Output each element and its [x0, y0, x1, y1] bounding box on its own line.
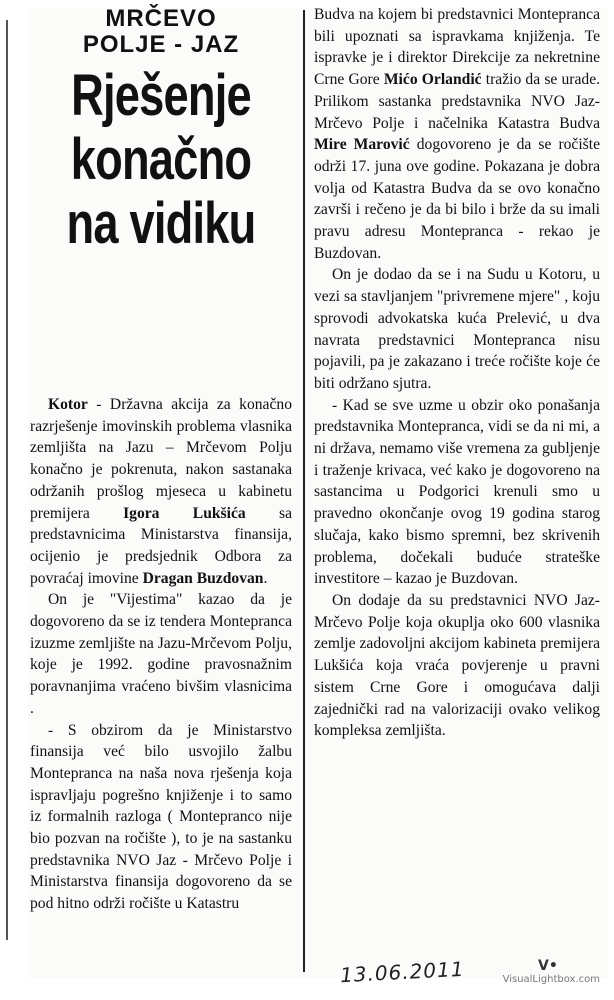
watermark-text: VisualLightbox.com: [502, 974, 600, 985]
headline-line-3: na vidiku: [66, 191, 256, 256]
premier-name: Igora Lukšića: [123, 504, 246, 522]
paragraph-court: On je dodao da se i na Sudu u Kotoru, u vezi sa stavljanjem "privremene mjere" , koju sprovodi advokatska kuća Prelević, u dva navrata predstavnici Montepranca nisu pojavili, pa je zakazano i treće ročište koje će biti održano sjutra.: [314, 266, 600, 392]
left-body-text: [30, 394, 292, 915]
headline: [28, 64, 295, 256]
left-column: [30, 6, 292, 966]
speaker-name: Dragan Buzdovan: [142, 569, 264, 587]
paragraph-quote: - Kad se sve uzme u obzir oko ponašanja predstavnika Montepranca, vidi se da ni mi, a ni država, nemamo više vremena za gubljenje i traženje krivaca, već kako je dogovoreno na sastancima u Podgorici krenuli smo u pravedno okončanje ovog 19 godina starog slučaja, kako bismo spremni, bez skrivenih problema, dočekali buduće strateške investitore – kazao je Buzdovan.: [314, 396, 600, 588]
dateline-place: Kotor: [48, 396, 88, 413]
paragraph-intro: Kotor - Državna akcija za konačno razrješenje imovinskih problema vlasnika zemljišta na Jazu – Mrčevom Polju konačno je pokrenuta, nakon sastanaka održanih prošlog mjeseca u kabinetu premijera Igora Lukšića sa predstavnicima Ministarstva finansija, ocijenio je predsjednik Odbora za povraćaj imovine Dragan Buzdovan.: [30, 396, 292, 587]
kicker-line-1: MRČEVO: [105, 5, 217, 32]
headline-line-1: Rješenje: [71, 63, 251, 128]
right-column: [314, 4, 600, 964]
chief-name: Mire Marović: [314, 136, 410, 154]
paragraph-2: On je "Vijestima" kazao da je dogovoreno da se iz tendera Montepranca izuzme zemljište na Jazu-Mrčevom Polju, koje je 1992. godine pravosnažnim poravnanjima vraćeno bivšim vlasnicima .: [30, 591, 292, 717]
column-divider: [303, 10, 305, 972]
handwritten-date: 13.06.2011: [339, 956, 466, 988]
paragraph-3: - S obzirom da je Ministarstvo finansija već bilo usvojilo žalbu Montepranca na naša nova rješenja koja ispravljaju pogrešno knjiženje i to samo iz formalnih razloga ( Montepranco nije bio pozvan na ročište ), to je na sastanku predstavnika NVO Jaz - Mrčevo Polje i Ministarstva finansija dogovoreno da se pod hitno održi ročište u Katastru: [30, 721, 292, 913]
left-edge-rule: [6, 20, 8, 940]
director-name: Mićo Orlandić: [383, 71, 482, 89]
headline-line-2: konačno: [70, 127, 252, 192]
kicker-line-2: POLJE - JAZ: [82, 31, 240, 58]
corner-mark: V•: [538, 958, 558, 974]
paragraph-continued: Budva na kojem bi predstavnici Montepranca bili upoznati sa ispravkama knjiženja. Te ispravke je i direktor Direkcije za nekretnine Crne Gore Mićo Orlandić tražio da se urade. Prilikom sastanka predstavnika NVO Jaz-Mrčevo Polje i načelnika Katastra Budva Mire Marović dogovoreno je da se ročište održi 17. juna ove godine. Pokazana je dobra volja od Katastra Budva da se ovo konačno završi i rečeno je da bi bilo i brže da su imali pravu adresu Montepranca - rekao je Buzdovan.: [314, 6, 601, 262]
paragraph-closing: On dodaje da su predstavnici NVO Jaz-Mrčevo Polje koja okuplja oko 600 vlasnika zemlje zadovoljni akcijom kabineta premijera Lukšića koja vraća povjerenje u pravni sistem Crne Gore i omogućava dalji zajednički rad na valorizaciji ovako velikog kompleksa zemljišta.: [314, 591, 600, 740]
